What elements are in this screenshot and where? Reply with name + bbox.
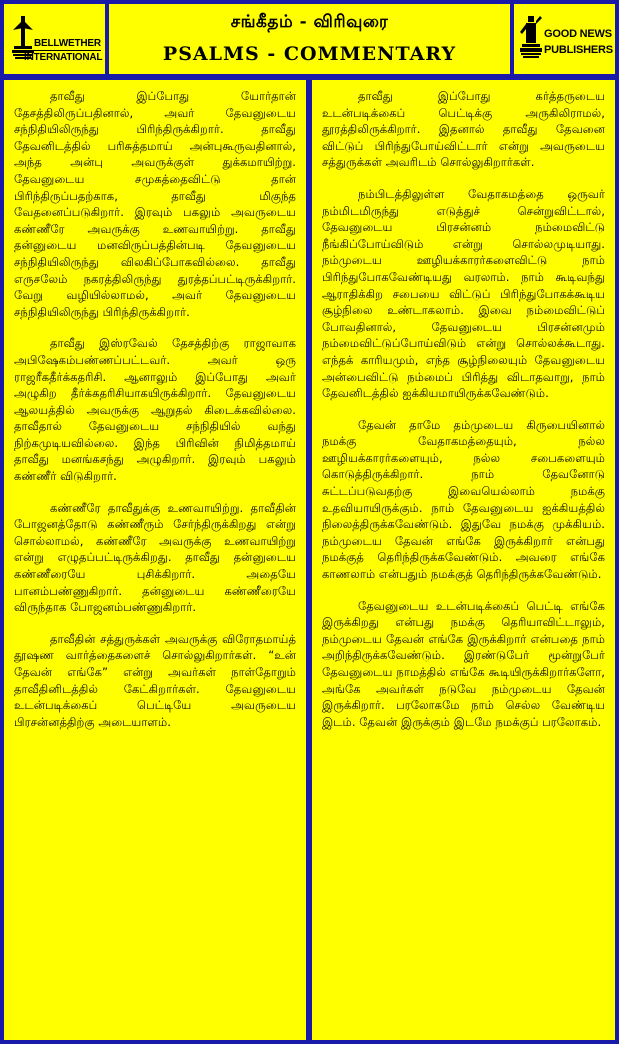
paragraph: தாவீது இப்போது யோர்தான் தேசத்திலிருப்பதினால், அவர் தேவனுடைய சந்நிதியிலிருந்து பிரிந்திருக்கிறார். தாவீது தேவனிடத்தில் பரிசுத்தமாய் அன்புகூருவதினால், அந்த அன்பு அவருக்குள் துக்கமாயிற்று. தேவனுடைய சமுகத்தைவிட்டு தான் பிரிந்திருப்பதற்காக, தாவீது மிகுந்த வேதனைப்படுகிறார். இரவும் பகலும் அவருடைய கண்ணீரே அவருக்கு உணவாயிற்று. தாவீது தன்னுடைய மனவிருப்பத்தின்படி தேவனுடைய சந்நிதியிலிருந்து விலகிப்போகவில்லை. தாவீது எருசலேம் நகரத்திலிருந்து துரத்தப்பட்டிருக்கிறார். வேறு வழியில்லாமல், அவர் தேவனுடைய சந்நிதியிலிருந்து பிரிந்திருக்கிறார். — [14, 89, 296, 319]
page-title-english: PSALMS - COMMENTARY — [162, 43, 457, 65]
good-news-logo-line1: GOOD NEWS — [544, 28, 612, 40]
bellwether-logo — [4, 4, 105, 74]
bellwether-logo-line2: INTERNATIONAL — [24, 52, 103, 63]
paragraph: தேவனுடைய உடன்படிக்கைப் பெட்டி எங்கே இருக்கிறது என்பது நமக்கு தெரியாவிட்டாலும், நம்முடைய தேவன் எங்கே இருக்கிறார் என்பதை நாம் அறிந்திருக்கவேண்டும். இரண்டுபேர் மூன்றுபேர் தேவனுடைய நாமத்தில் எங்கே கூடியிருக்கிறார்களோ, அங்கே அவர்கள் நடுவே நம்முடைய தேவன் இருக்கிறார். பரலோகமே நாம் செல்ல வேண்டிய இடம். தேவன் இருக்கும் இடமே நமக்குப் பரலோகம். — [322, 598, 605, 729]
good-news-emblem-icon — [520, 16, 542, 60]
right-column — [312, 80, 615, 1040]
paragraph: தாவீதின் சத்துருக்கள் அவருக்கு விரோதமாய்த் தூஷண வார்த்தைகளைச் சொல்லுகிறார்கள். “உன் தேவன் எங்கே” என்று அவர்கள் நாள்தோறும் தாவீதினிடத்தில் கேட்கிறார்கள். தேவனுடைய உடன்படிக்கைப் பெட்டியே அவருடைய பிரசன்னத்திற்கு அடையாளம். — [14, 631, 296, 729]
good-news-logo — [514, 4, 615, 74]
page-title-tamil: சங்கீதம் - விரிவுரை — [230, 12, 389, 32]
paragraph: தேவன் தாமே தம்முடைய கிருபையினால் நமக்கு வேதாகமத்தையும், நல்ல ஊழியக்காரர்களையும், நல்ல சபைகளையும் கொடுத்திருக்கிறார். நாம் தேவனோடு சுட்டப்படுவதற்கு இவையெல்லாம் நமக்கு உதவியாயிருக்கும். நாம் தேவனுடைய ஐக்கியத்தில் நிலைத்திருக்கவேண்டும். இதுவே நமக்கு முக்கியம். நம்முடைய தேவன் எங்கே இருக்கிறார் என்பது நமக்குத் தெரிந்திருக்கவேண்டும். அவரை எங்கே காணலாம் என்பதும் நமக்குத் தெரிந்திருக்கவேண்டும். — [322, 417, 605, 582]
good-news-logo-line2: PUBLISHERS — [544, 44, 613, 56]
paragraph: தாவீது இஸ்ரவேல் தேசத்திற்கு ராஜாவாக அபிஷேகம்பண்ணப்பட்டவர். அவர் ஒரு ராஜரீகதீர்க்கதரிசி. ஆனாலும் இப்போது அவர் அழுகிற தீர்க்கதரிசியாகயிருக்கிறார். தேவனுடைய ஆலயத்தில் அவருக்கு ஆறுதல் கிடைக்கவில்லை. தாவீதால் தேவனுடைய சந்நிதியில் வந்து நிற்கமுடியவில்லை. இந்த பிரிவின் நிமித்தமாய் தாவீது மனங்கசந்து அழுகிறார். இரவும் பகலும் கண்ணீர் விடுகிறார். — [14, 336, 296, 484]
bellwether-logo-line1: BELLWETHER — [34, 38, 101, 49]
paragraph: கண்ணீரே தாவீதுக்கு உணவாயிற்று. தாவீதின் போஜனத்தோடு கண்ணீரும் சேர்ந்திருக்கிறது என்று சொல்லாமல், கண்ணீரே அவருக்கு உணவாயிற்று என்று எழுதப்பட்டிருக்கிறது. தாவீது தன்னுடைய கண்ணீரையே புசிக்கிறார். அதையே பானம்பண்ணுகிறார். தன்னுடைய கண்ணீரையே விருந்தாக போஜனம்பண்ணுகிறார். — [14, 500, 296, 615]
paragraph: தாவீது இப்போது கர்த்தருடைய உடன்படிக்கைப் பெட்டிக்கு அருகிலிராமல், தூரத்திலிருக்கிறார். இதனால் தாவீது தேவனை விட்டுப் பிரிந்துபோய்விட்டார் என்று அவருடைய சத்துருக்கள் அவரிடம் சொல்லுகிறார்கள். — [322, 89, 605, 170]
page-header — [109, 4, 510, 74]
paragraph: நம்பிடத்திலுள்ள வேதாகமத்தை ஒருவர் நம்மிடமிருந்து எடுத்துச் சென்றுவிட்டால், தேவனுடைய பிரசன்னம் நம்மைவிட்டு நீங்கிப்போய்விடும் என்று சொல்லமுடியாது. நம்முடைய ஊழியக்காரர்களைவிட்டு நாம் பிரிந்துபோகவேண்டியது வரலாம். நாம் கூடிவந்து ஆராதிக்கிற சபையை விட்டுப் பிரிந்துபோகக்கூடிய சூழ்நிலை உண்டாகலாம். இவை நம்மைவிட்டுப் போவதினால், தேவனுடைய பிரசன்னமும் நம்மைவிட்டுப்போய்விடும் என்று சொல்லக்கூடாது. எந்தக் காரியமும், எந்த சூழ்நிலையும் தேவனுடைய அன்பைவிட்டு நம்மைப் பிரித்து விடாதவாறு, நாம் தேவனிடத்தில் ஐக்கியமாயிருக்கவேண்டும். — [322, 186, 605, 401]
left-column — [4, 80, 306, 1040]
